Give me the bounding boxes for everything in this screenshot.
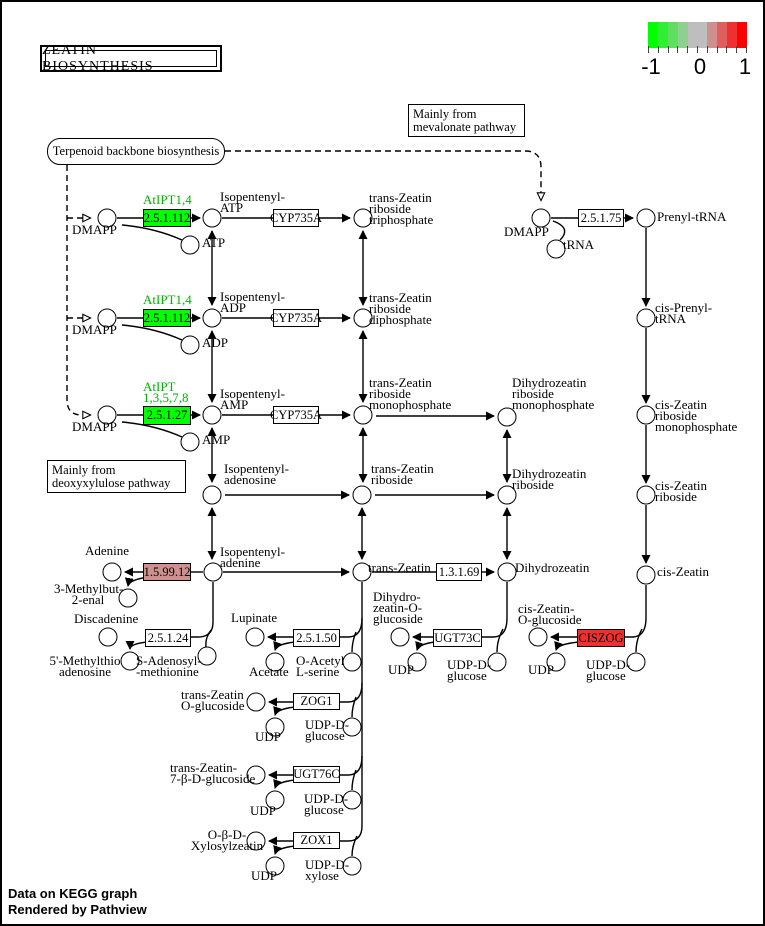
enzyme-ugt76c[interactable]: UGT76C xyxy=(293,767,340,782)
enzyme-ec-2.5.1.27[interactable]: 2.5.1.27 xyxy=(143,406,191,425)
label-udp-3: UDP xyxy=(255,729,282,744)
label-o-acetyl-l-serine: O-Acetyl L-serine xyxy=(296,653,345,679)
label-adp: ADP xyxy=(202,335,229,350)
legend-segment-2 xyxy=(668,22,678,48)
compound-dihydrozeatin[interactable] xyxy=(498,563,517,582)
label-udp-d-xylose: UDP-D- xylose xyxy=(305,857,350,883)
expression-color-legend xyxy=(641,22,752,80)
compound-cis-zeatin-riboside[interactable] xyxy=(637,486,656,505)
enzyme-cyp735a-c[interactable]: CYP735A xyxy=(273,406,319,424)
compound-dz-o-glucoside[interactable] xyxy=(391,628,410,647)
label-dmapp-2: DMAPP xyxy=(72,322,117,337)
label-isopentenyl-adenosine: Isopentenyl- adenosine xyxy=(224,461,289,487)
label-prenyl-trna: Prenyl-tRNA xyxy=(657,209,727,224)
label-methylthioadenosine: 5'-Methylthio adenosine xyxy=(49,653,121,679)
enzyme-ec-1.5.99.12[interactable]: 1.5.99.12 xyxy=(143,563,191,581)
enzyme-ciszog[interactable]: CISZOG xyxy=(577,629,625,647)
compound-o-acetyl-l-serine[interactable] xyxy=(343,653,362,672)
label-trans-zeatin: trans-Zeatin xyxy=(368,560,431,575)
label-discadenine: Discadenine xyxy=(74,611,139,626)
label-atp: ATP xyxy=(202,235,226,250)
enzyme-ec-2.5.1.112-b[interactable]: 2.5.1.112 xyxy=(143,309,191,327)
enzyme-ec-2.5.1.50[interactable]: 2.5.1.50 xyxy=(293,629,340,647)
enzyme-cyp735a-a[interactable]: CYP735A xyxy=(273,209,319,227)
legend-segment-7 xyxy=(717,22,727,48)
compound-tz-o-glucoside[interactable] xyxy=(247,693,266,712)
legend-mid: 0 xyxy=(693,54,707,79)
compound-lupinate[interactable] xyxy=(246,628,265,647)
label-udp-1: UDP xyxy=(388,662,415,677)
label-udp-d-glucose-4: UDP-D- glucose xyxy=(304,791,349,817)
label-isopentenyl-atp: Isopentenyl- ATP xyxy=(220,189,285,215)
footer-data-source: Data on KEGG graph xyxy=(8,886,138,901)
label-udp-4: UDP xyxy=(250,803,277,818)
label-isopentenyl-adp: Isopentenyl- ADP xyxy=(220,289,285,315)
label-tz-7-glucoside: trans-Zeatin- 7-β-D-glucoside xyxy=(170,760,256,786)
label-cis-zeatin-riboside-monophosphate: cis-Zeatin riboside monophosphate xyxy=(655,397,738,434)
label-cis-zeatin: cis-Zeatin xyxy=(657,564,709,579)
enzyme-ugt73c[interactable]: UGT73C xyxy=(433,629,482,647)
label-methylbut-2-enal: 3-Methylbut- 2-enal xyxy=(54,581,124,607)
enzyme-zog1[interactable]: ZOG1 xyxy=(293,693,340,710)
compound-discadenine[interactable] xyxy=(99,628,118,647)
compound-adenine[interactable] xyxy=(103,563,122,582)
compound-cis-zeatin[interactable] xyxy=(637,566,656,585)
enzyme-ec-2.5.1.112-a[interactable]: 2.5.1.112 xyxy=(143,209,191,227)
label-tz-o-glucoside: trans-Zeatin O-glucoside xyxy=(181,687,245,713)
label-atipt14-b: AtIPT1,4 xyxy=(143,292,192,307)
legend-gradient-bar xyxy=(648,22,747,48)
label-adenine: Adenine xyxy=(85,543,130,558)
compound-cis-zeatin-riboside-monophosphate[interactable] xyxy=(637,406,656,425)
legend-segment-6 xyxy=(707,22,717,48)
legend-min: -1 xyxy=(641,54,661,79)
label-tz-riboside: trans-Zeatin riboside xyxy=(371,461,434,487)
pathway-title-text: ZEATIN BIOSYNTHESIS xyxy=(42,42,154,74)
label-dz-riboside-monophosphate: Dihydrozeatin riboside monophosphate xyxy=(512,375,595,412)
label-tz-riboside-diphosphate: trans-Zeatin riboside diphosphate xyxy=(369,290,432,327)
label-dmapp-trna: DMAPP xyxy=(504,224,549,239)
compound-cz-o-glucoside[interactable] xyxy=(529,628,548,647)
label-dmapp-1: DMAPP xyxy=(72,222,117,237)
label-udp-d-glucose-3: UDP-D- glucose xyxy=(305,717,350,743)
compound-isopentenyl-adp[interactable] xyxy=(203,309,222,328)
compound-amp[interactable] xyxy=(181,433,200,452)
footer-renderer: Rendered by Pathview xyxy=(8,902,147,917)
label-cis-zeatin-riboside: cis-Zeatin riboside xyxy=(655,478,707,504)
label-trna: tRNA xyxy=(563,237,595,252)
legend-segment-1 xyxy=(658,22,668,48)
label-udp-d-glucose-1: UDP-D- glucose xyxy=(447,657,492,683)
enzyme-ec-2.5.1.75[interactable]: 2.5.1.75 xyxy=(578,209,624,227)
compound-tz-riboside[interactable] xyxy=(353,486,372,505)
label-lupinate: Lupinate xyxy=(231,610,278,625)
enzyme-zox1[interactable]: ZOX1 xyxy=(293,832,340,849)
legend-scale-numbers xyxy=(641,54,752,80)
label-dmapp-3: DMAPP xyxy=(72,419,117,434)
label-isopentenyl-adenine: Isopentenyl- adenine xyxy=(220,544,285,570)
label-acetate: Acetate xyxy=(249,664,289,679)
compound-isopentenyl-amp[interactable] xyxy=(203,406,222,425)
label-dz-riboside: Dihydrozeatin riboside xyxy=(512,466,587,492)
label-isopentenyl-amp: Isopentenyl- AMP xyxy=(220,386,285,412)
compound-cis-prenyl-trna[interactable] xyxy=(637,309,656,328)
compound-atp[interactable] xyxy=(181,236,200,255)
legend-segment-9 xyxy=(737,22,747,48)
legend-segment-8 xyxy=(727,22,737,48)
enzyme-ec-1.3.1.69[interactable]: 1.3.1.69 xyxy=(436,563,482,581)
legend-segment-0 xyxy=(648,22,658,48)
note-mevalonate-pathway: Mainly from mevalonate pathway xyxy=(408,104,525,137)
legend-segment-3 xyxy=(678,22,688,48)
label-tz-riboside-triphosphate: trans-Zeatin riboside triphosphate xyxy=(369,190,434,227)
enzyme-ec-2.5.1.24[interactable]: 2.5.1.24 xyxy=(145,629,191,647)
compound-prenyl-trna[interactable] xyxy=(637,209,656,228)
label-atipt14-a: AtIPT1,4 xyxy=(143,192,192,207)
compound-isopentenyl-adenosine[interactable] xyxy=(203,486,222,505)
label-amp: AMP xyxy=(202,432,231,447)
legend-max: 1 xyxy=(738,54,752,79)
legend-segment-4 xyxy=(688,22,698,48)
label-udp-d-glucose-2: UDP-D- glucose xyxy=(586,657,631,683)
pathway-title xyxy=(40,42,222,74)
compound-adp[interactable] xyxy=(181,336,200,355)
label-udp-2: UDP xyxy=(528,662,555,677)
label-cz-o-glucoside: cis-Zeatin- O-glucoside xyxy=(518,601,582,627)
label-dz-o-glucoside: Dihydro- zeatin-O- glucoside xyxy=(373,589,423,626)
label-tz-riboside-monophosphate: trans-Zeatin riboside monophosphate xyxy=(369,375,452,412)
label-o-xylosylzeatin: O-β-D- Xylosylzeatin xyxy=(190,827,264,853)
enzyme-cyp735a-b[interactable]: CYP735A xyxy=(273,309,319,327)
label-cis-prenyl-trna: cis-Prenyl- tRNA xyxy=(655,300,713,326)
label-s-adenosyl-methionine: S-Adenosyl- -methionine xyxy=(136,653,202,679)
label-atipt-13578: AtIPT 1,3,5,7,8 xyxy=(143,379,189,405)
label-udp-5: UDP xyxy=(251,868,278,883)
note-deoxyxylulose-pathway: Mainly from deoxyxylulose pathway xyxy=(47,460,186,493)
pathway-link-terpenoid-backbone-biosynthesis[interactable]: Terpenoid backbone biosynthesis xyxy=(47,138,225,165)
label-dihydrozeatin: Dihydrozeatin xyxy=(515,560,590,575)
compound-isopentenyl-atp[interactable] xyxy=(203,209,222,228)
legend-segment-5 xyxy=(698,22,708,48)
